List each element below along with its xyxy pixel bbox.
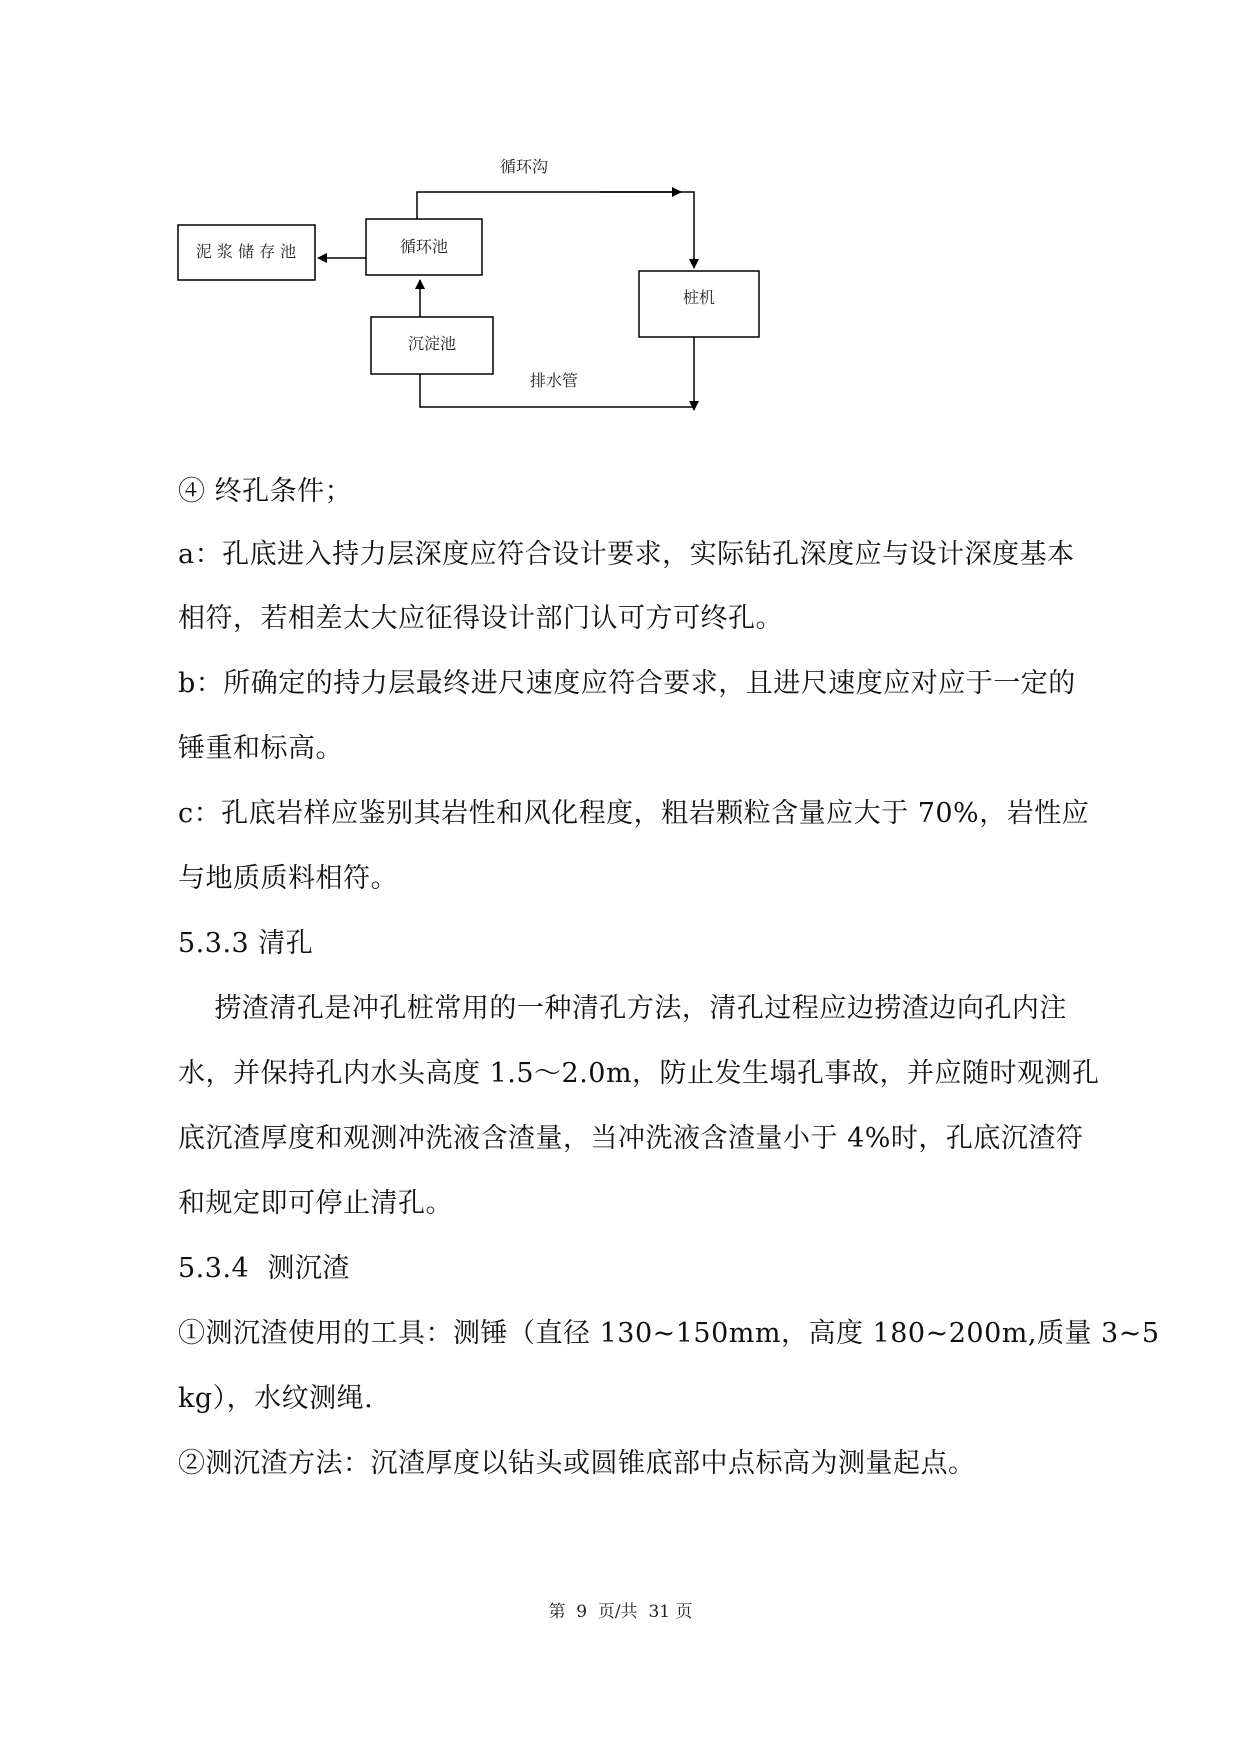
line-a-1: a：孔底进入持力层深度应符合设计要求，实际钻孔深度应与设计深度基本 (178, 539, 1075, 570)
line-b-2: 锤重和标高。 (178, 733, 343, 764)
circulation-ditch-line (417, 192, 694, 268)
line-c-2: 与地质质料相符。 (178, 863, 398, 894)
line-533-1: 捞渣清孔是冲孔桩常用的一种清孔方法，清孔过程应边捞渣边向孔内注 (178, 993, 1067, 1024)
line-533-3: 底沉渣厚度和观测冲洗液含渣量，当冲洗液含渣量小于 4%时，孔底沉渣符 (178, 1123, 1084, 1154)
line-533-2: 水，并保持孔内水头高度 1.5～2.0m，防止发生塌孔事故，并应随时观测孔 (178, 1058, 1100, 1089)
line-534-tools-2: kg），水纹测绳. (178, 1383, 374, 1414)
circulation-ditch-label: 循环沟 (499, 157, 549, 176)
pile-machine-label: 桩机 (682, 288, 716, 307)
section-534-heading: 5.3.4 测沉渣 (178, 1253, 350, 1284)
section-533-heading: 5.3.3 清孔 (178, 928, 314, 959)
sedimentation-pool-label: 沉淀池 (407, 334, 457, 353)
line-534-tools-1: ①测沉渣使用的工具：测锤（直径 130~150mm，高度 180~200m,质量 3~5 (178, 1318, 1160, 1349)
line-b-1: b：所确定的持力层最终进尺速度应符合要求，且进尺速度应对应于一定的 (178, 668, 1076, 699)
line-final-hole-heading: ④ 终孔条件； (178, 476, 353, 507)
line-533-4: 和规定即可停止清孔。 (178, 1188, 453, 1219)
mud-storage-label: 泥 浆 储 存 池 (195, 242, 297, 261)
circulation-pool-label: 循环池 (399, 237, 449, 256)
page-footer: 第 9 页/共 31 页 (548, 1602, 693, 1622)
mud-circulation-diagram (0, 0, 1241, 440)
line-a-2: 相符，若相差太大应征得设计部门认可方可终孔。 (178, 603, 783, 634)
line-534-method: ②测沉渣方法：沉渣厚度以钻头或圆锥底部中点标高为测量起点。 (178, 1448, 976, 1479)
drain-pipe-label: 排水管 (529, 371, 579, 390)
line-c-1: c：孔底岩样应鉴别其岩性和风化程度，粗岩颗粒含量应大于 70%，岩性应 (178, 798, 1090, 829)
